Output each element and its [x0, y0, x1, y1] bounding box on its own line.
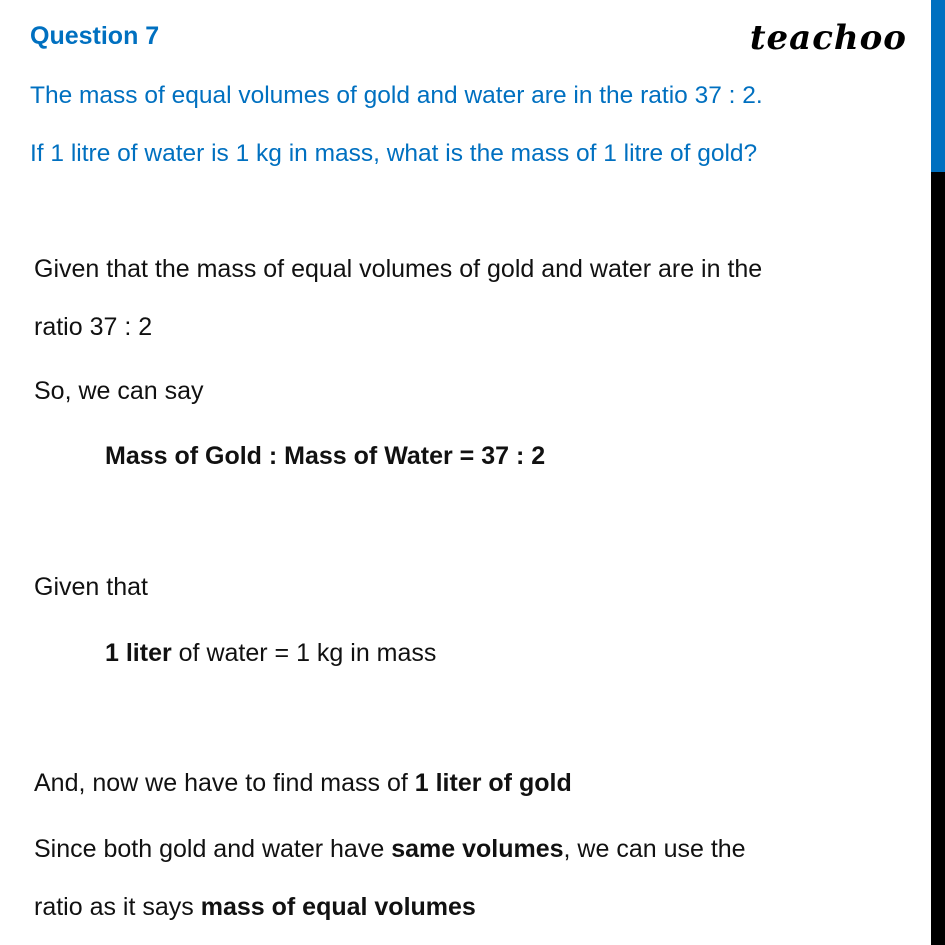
- bold-text: mass of equal volumes: [200, 893, 476, 921]
- body-text: And, now we have to find mass of: [34, 769, 415, 797]
- side-dark-bar: [931, 172, 945, 945]
- bold-text: 1 liter: [105, 639, 172, 667]
- given-statement: [105, 639, 436, 668]
- bold-text: same volumes: [391, 835, 564, 863]
- ratio-statement: Mass of Gold : Mass of Water = 37 : 2: [105, 442, 546, 470]
- body-text: Since both gold and water have: [34, 835, 392, 863]
- body-line: So, we can say: [34, 377, 204, 405]
- side-accent-bar: [931, 0, 945, 172]
- teachoo-logo: teachoo: [749, 18, 907, 58]
- body-text: of water = 1 kg in mass: [171, 639, 437, 667]
- question-number: Question 7: [30, 22, 160, 50]
- bold-text: 1 liter of gold: [414, 769, 572, 797]
- body-text: ratio as it says: [34, 893, 201, 921]
- question-text-line-1: The mass of equal volumes of gold and water are in the ratio 37 : 2.: [30, 82, 763, 109]
- body-line: Given that: [34, 573, 148, 601]
- question-text-line-2: If 1 litre of water is 1 kg in mass, what is the mass of 1 litre of gold?: [30, 140, 758, 167]
- body-line: Given that the mass of equal volumes of gold and water are in the: [34, 255, 763, 283]
- body-line: [34, 893, 476, 922]
- body-line: [34, 769, 572, 798]
- body-text: , we can use the: [563, 835, 746, 863]
- body-line: ratio 37 : 2: [34, 313, 153, 341]
- body-line: [34, 835, 746, 864]
